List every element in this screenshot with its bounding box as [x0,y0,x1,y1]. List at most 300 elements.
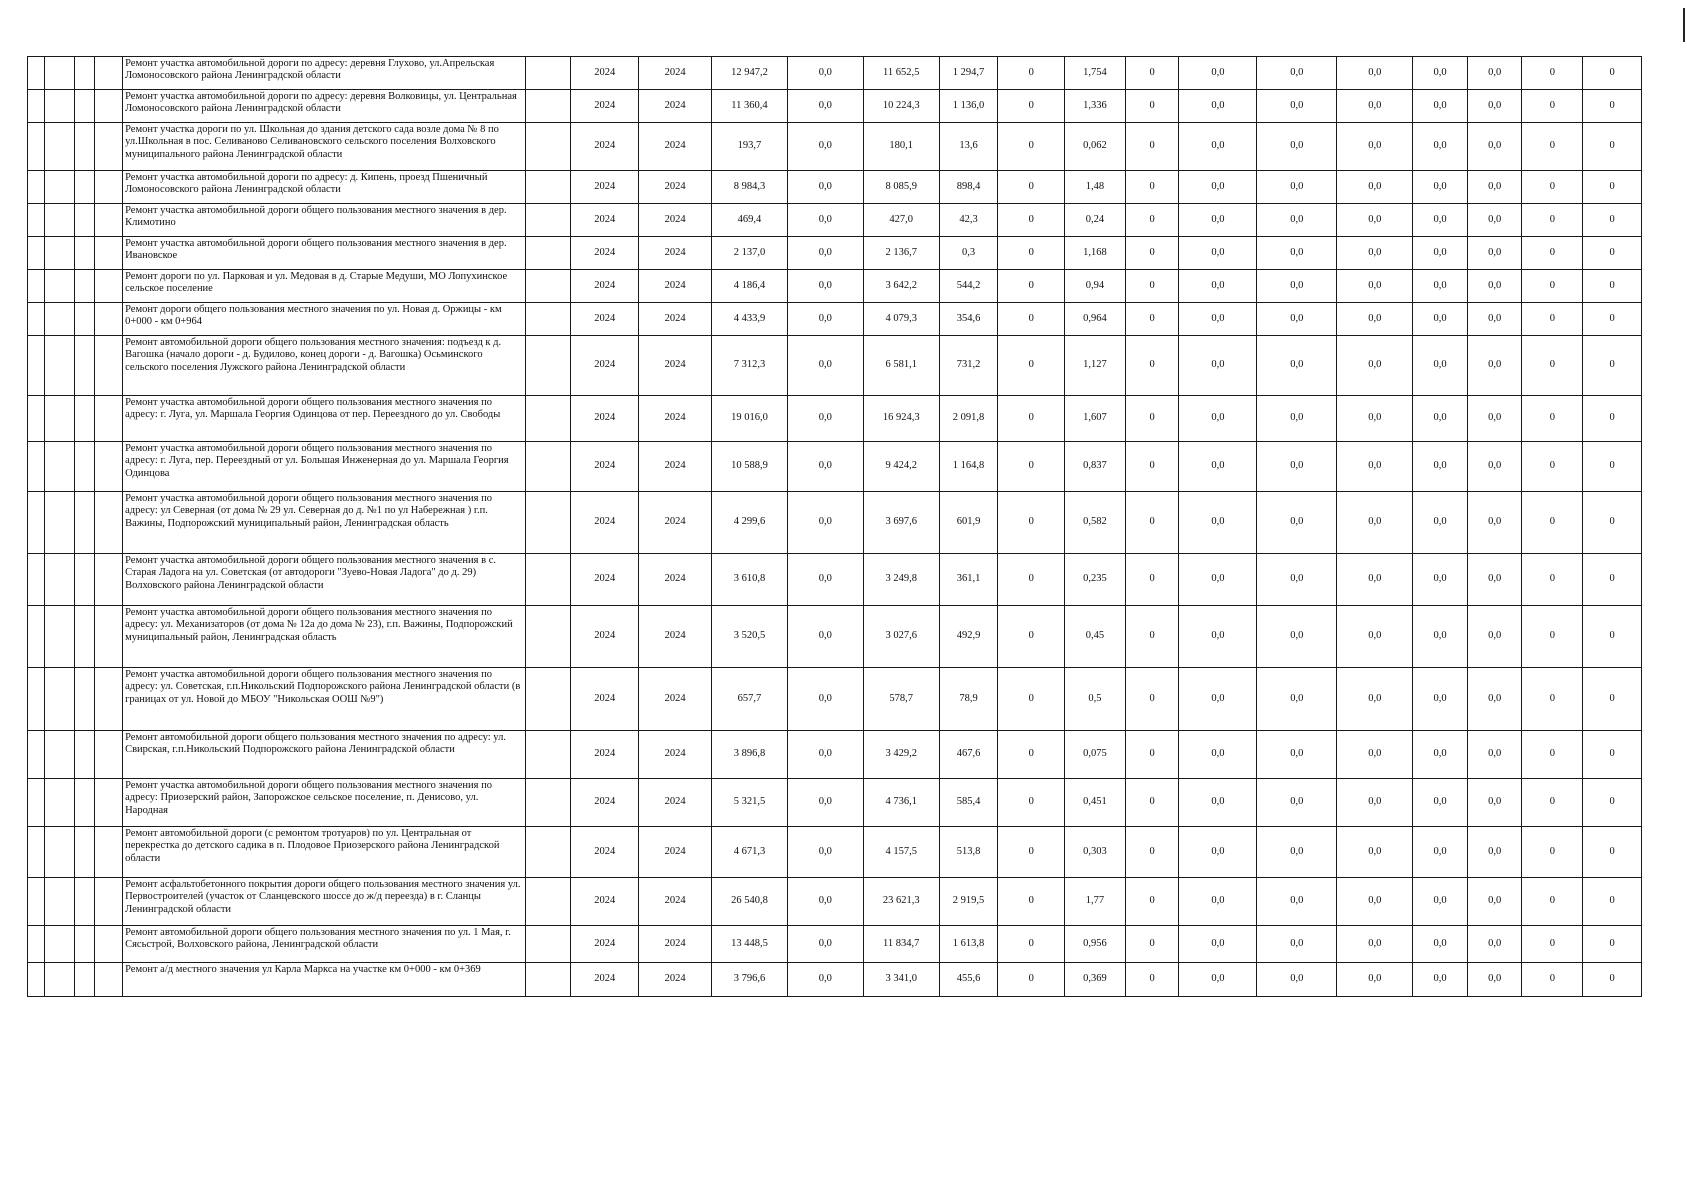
empty-cell [94,303,122,336]
value-cell-g: 0,0 [1257,827,1337,878]
value-cell-b: 180,1 [863,123,939,171]
value-cell-g: 0,0 [1257,336,1337,396]
value-cell-km: 0,369 [1065,963,1126,997]
empty-cell [94,606,122,668]
value-cell-e: 0 [1125,963,1179,997]
value-cell-e: 0 [1125,492,1179,554]
value-cell-d: 0 [998,442,1065,492]
empty-cell [525,668,571,731]
value-cell-b: 2 136,7 [863,237,939,270]
value-cell-a: 0,0 [787,554,863,606]
value-cell-h: 0,0 [1337,779,1413,827]
table-row [28,606,1642,668]
value-cell-g: 0,0 [1257,668,1337,731]
value-cell-y2: 2024 [639,204,712,237]
value-cell-i: 0,0 [1413,336,1468,396]
value-cell-f: 0,0 [1179,237,1257,270]
value-cell-h: 0,0 [1337,171,1413,204]
value-cell-y2: 2024 [639,878,712,926]
value-cell-h: 0,0 [1337,492,1413,554]
empty-cell [45,336,74,396]
value-cell-y2: 2024 [639,926,712,963]
value-cell-y1: 2024 [571,204,639,237]
empty-cell [28,204,45,237]
empty-cell [94,396,122,442]
value-cell-g: 0,0 [1257,171,1337,204]
value-cell-f: 0,0 [1179,396,1257,442]
object-name-cell: Ремонт автомобильной дороги (с ремонтом тротуаров) по ул. Центральная от перекрестка до детского садика в п. Плодовое Приозерского района Ленинградской области [123,827,526,878]
value-cell-f: 0,0 [1179,442,1257,492]
value-cell-d: 0 [998,668,1065,731]
empty-cell [45,270,74,303]
value-cell-i: 0,0 [1413,237,1468,270]
value-cell-f: 0,0 [1179,57,1257,90]
empty-cell [45,554,74,606]
empty-cell [94,237,122,270]
value-cell-a: 0,0 [787,57,863,90]
value-cell-l: 0 [1583,57,1642,90]
table-row [28,237,1642,270]
value-cell-d: 0 [998,779,1065,827]
value-cell-d: 0 [998,926,1065,963]
table-row [28,442,1642,492]
value-cell-j: 0,0 [1467,827,1522,878]
empty-cell [94,123,122,171]
value-cell-total: 10 588,9 [712,442,788,492]
table-row [28,492,1642,554]
value-cell-j: 0,0 [1467,492,1522,554]
value-cell-c: 42,3 [939,204,998,237]
value-cell-f: 0,0 [1179,554,1257,606]
empty-cell [74,396,94,442]
road-repair-table [27,56,1642,997]
value-cell-y1: 2024 [571,963,639,997]
empty-cell [28,963,45,997]
empty-cell [28,492,45,554]
value-cell-y2: 2024 [639,237,712,270]
value-cell-h: 0,0 [1337,237,1413,270]
empty-cell [74,926,94,963]
value-cell-k: 0 [1522,442,1583,492]
empty-cell [525,442,571,492]
value-cell-g: 0,0 [1257,303,1337,336]
empty-cell [525,827,571,878]
value-cell-b: 11 834,7 [863,926,939,963]
object-name-cell: Ремонт участка дороги по ул. Школьная до здания детского сада возле дома № 8 по ул.Школьная в пос. Селиваново Селивановского сельского поселения Волховского муниципального района Ленинградской области [123,123,526,171]
value-cell-a: 0,0 [787,442,863,492]
value-cell-c: 2 919,5 [939,878,998,926]
value-cell-h: 0,0 [1337,396,1413,442]
value-cell-y1: 2024 [571,554,639,606]
empty-cell [74,442,94,492]
value-cell-i: 0,0 [1413,57,1468,90]
value-cell-a: 0,0 [787,827,863,878]
value-cell-e: 0 [1125,554,1179,606]
object-name-cell: Ремонт участка автомобильной дороги общего пользования местного значения по адресу: г. Луга, пер. Переездный от ул. Большая Инженерная до ул. Маршала Георгия Одинцова [123,442,526,492]
empty-cell [525,926,571,963]
value-cell-a: 0,0 [787,963,863,997]
value-cell-j: 0,0 [1467,57,1522,90]
object-name-cell: Ремонт участка автомобильной дороги общего пользования местного значения по адресу: ул. Советская, г.п.Никольский Подпорожского района Ленинградской области (в границах от ул. Новой до МБОУ "Никольская ООШ №9") [123,668,526,731]
value-cell-l: 0 [1583,90,1642,123]
empty-cell [28,90,45,123]
empty-cell [28,123,45,171]
value-cell-e: 0 [1125,926,1179,963]
empty-cell [94,827,122,878]
value-cell-km: 1,754 [1065,57,1126,90]
value-cell-g: 0,0 [1257,878,1337,926]
value-cell-j: 0,0 [1467,336,1522,396]
value-cell-g: 0,0 [1257,237,1337,270]
value-cell-a: 0,0 [787,123,863,171]
value-cell-b: 16 924,3 [863,396,939,442]
empty-cell [525,963,571,997]
empty-cell [74,204,94,237]
value-cell-y2: 2024 [639,57,712,90]
value-cell-y2: 2024 [639,442,712,492]
value-cell-a: 0,0 [787,731,863,779]
empty-cell [74,123,94,171]
value-cell-k: 0 [1522,237,1583,270]
value-cell-total: 3 896,8 [712,731,788,779]
value-cell-total: 11 360,4 [712,90,788,123]
empty-cell [74,57,94,90]
value-cell-a: 0,0 [787,171,863,204]
empty-cell [94,668,122,731]
empty-cell [74,90,94,123]
value-cell-a: 0,0 [787,396,863,442]
value-cell-e: 0 [1125,779,1179,827]
empty-cell [525,90,571,123]
empty-cell [94,171,122,204]
value-cell-b: 4 157,5 [863,827,939,878]
value-cell-km: 0,303 [1065,827,1126,878]
empty-cell [525,492,571,554]
value-cell-y2: 2024 [639,492,712,554]
value-cell-k: 0 [1522,492,1583,554]
value-cell-f: 0,0 [1179,926,1257,963]
table-row [28,270,1642,303]
empty-cell [74,336,94,396]
value-cell-e: 0 [1125,878,1179,926]
value-cell-y1: 2024 [571,926,639,963]
value-cell-j: 0,0 [1467,878,1522,926]
value-cell-e: 0 [1125,731,1179,779]
empty-cell [525,57,571,90]
value-cell-y2: 2024 [639,171,712,204]
value-cell-km: 1,607 [1065,396,1126,442]
empty-cell [94,779,122,827]
object-name-cell: Ремонт участка автомобильной дороги общего пользования местного значения в дер. Ивановское [123,237,526,270]
empty-cell [94,270,122,303]
empty-cell [74,237,94,270]
empty-cell [45,963,74,997]
value-cell-e: 0 [1125,204,1179,237]
value-cell-d: 0 [998,123,1065,171]
value-cell-km: 0,062 [1065,123,1126,171]
value-cell-b: 3 697,6 [863,492,939,554]
value-cell-y2: 2024 [639,396,712,442]
value-cell-total: 657,7 [712,668,788,731]
value-cell-y1: 2024 [571,606,639,668]
value-cell-l: 0 [1583,963,1642,997]
value-cell-d: 0 [998,57,1065,90]
empty-cell [74,270,94,303]
value-cell-total: 12 947,2 [712,57,788,90]
value-cell-l: 0 [1583,171,1642,204]
empty-cell [45,926,74,963]
object-name-cell: Ремонт участка автомобильной дороги по адресу: д. Кипень, проезд Пшеничный Ломоносовского района Ленинградской области [123,171,526,204]
value-cell-km: 0,837 [1065,442,1126,492]
value-cell-d: 0 [998,303,1065,336]
empty-cell [45,606,74,668]
value-cell-h: 0,0 [1337,668,1413,731]
value-cell-i: 0,0 [1413,204,1468,237]
value-cell-km: 0,5 [1065,668,1126,731]
value-cell-d: 0 [998,878,1065,926]
value-cell-k: 0 [1522,779,1583,827]
value-cell-k: 0 [1522,57,1583,90]
value-cell-h: 0,0 [1337,442,1413,492]
value-cell-a: 0,0 [787,204,863,237]
value-cell-l: 0 [1583,779,1642,827]
value-cell-l: 0 [1583,554,1642,606]
value-cell-f: 0,0 [1179,963,1257,997]
value-cell-f: 0,0 [1179,303,1257,336]
empty-cell [28,171,45,204]
value-cell-j: 0,0 [1467,668,1522,731]
value-cell-f: 0,0 [1179,606,1257,668]
empty-cell [525,336,571,396]
value-cell-k: 0 [1522,336,1583,396]
value-cell-km: 0,451 [1065,779,1126,827]
empty-cell [525,237,571,270]
value-cell-i: 0,0 [1413,492,1468,554]
value-cell-d: 0 [998,90,1065,123]
empty-cell [45,492,74,554]
value-cell-y1: 2024 [571,270,639,303]
value-cell-i: 0,0 [1413,396,1468,442]
value-cell-j: 0,0 [1467,396,1522,442]
object-name-cell: Ремонт участка автомобильной дороги по адресу: деревня Глухово, ул.Апрельская Ломоносовского района Ленинградской области [123,57,526,90]
value-cell-i: 0,0 [1413,171,1468,204]
table-row [28,827,1642,878]
value-cell-f: 0,0 [1179,204,1257,237]
empty-cell [28,779,45,827]
value-cell-e: 0 [1125,270,1179,303]
empty-cell [525,123,571,171]
value-cell-a: 0,0 [787,270,863,303]
value-cell-b: 578,7 [863,668,939,731]
value-cell-d: 0 [998,396,1065,442]
empty-cell [525,204,571,237]
value-cell-k: 0 [1522,303,1583,336]
value-cell-c: 1 613,8 [939,926,998,963]
empty-cell [45,779,74,827]
object-name-cell: Ремонт участка автомобильной дороги общего пользования местного значения в с. Старая Ладога на ул. Советская (от автодороги "Зуево-Новая Ладога" до д. 29) Волховского района Ленинградской области [123,554,526,606]
value-cell-h: 0,0 [1337,963,1413,997]
empty-cell [74,779,94,827]
table-row [28,779,1642,827]
value-cell-km: 1,48 [1065,171,1126,204]
empty-cell [525,878,571,926]
value-cell-km: 1,168 [1065,237,1126,270]
value-cell-g: 0,0 [1257,963,1337,997]
value-cell-y1: 2024 [571,731,639,779]
value-cell-a: 0,0 [787,878,863,926]
table-row [28,123,1642,171]
empty-cell [74,827,94,878]
value-cell-b: 8 085,9 [863,171,939,204]
value-cell-km: 1,127 [1065,336,1126,396]
value-cell-total: 2 137,0 [712,237,788,270]
empty-cell [94,878,122,926]
empty-cell [45,90,74,123]
value-cell-y1: 2024 [571,171,639,204]
empty-cell [94,492,122,554]
value-cell-g: 0,0 [1257,204,1337,237]
empty-cell [28,731,45,779]
value-cell-b: 3 027,6 [863,606,939,668]
value-cell-b: 10 224,3 [863,90,939,123]
value-cell-total: 193,7 [712,123,788,171]
value-cell-k: 0 [1522,606,1583,668]
value-cell-l: 0 [1583,492,1642,554]
value-cell-e: 0 [1125,442,1179,492]
value-cell-g: 0,0 [1257,779,1337,827]
empty-cell [45,442,74,492]
value-cell-y1: 2024 [571,303,639,336]
empty-cell [525,396,571,442]
value-cell-i: 0,0 [1413,926,1468,963]
value-cell-f: 0,0 [1179,779,1257,827]
value-cell-j: 0,0 [1467,90,1522,123]
value-cell-km: 1,77 [1065,878,1126,926]
value-cell-i: 0,0 [1413,270,1468,303]
value-cell-a: 0,0 [787,779,863,827]
empty-cell [45,668,74,731]
empty-cell [74,492,94,554]
value-cell-j: 0,0 [1467,779,1522,827]
empty-cell [28,878,45,926]
value-cell-k: 0 [1522,963,1583,997]
empty-cell [525,554,571,606]
value-cell-a: 0,0 [787,668,863,731]
value-cell-c: 1 136,0 [939,90,998,123]
value-cell-k: 0 [1522,90,1583,123]
value-cell-y2: 2024 [639,668,712,731]
table-row [28,963,1642,997]
value-cell-f: 0,0 [1179,492,1257,554]
value-cell-l: 0 [1583,878,1642,926]
value-cell-c: 467,6 [939,731,998,779]
value-cell-b: 11 652,5 [863,57,939,90]
value-cell-total: 8 984,3 [712,171,788,204]
value-cell-c: 544,2 [939,270,998,303]
table-row [28,396,1642,442]
value-cell-e: 0 [1125,336,1179,396]
empty-cell [525,731,571,779]
value-cell-i: 0,0 [1413,123,1468,171]
value-cell-d: 0 [998,606,1065,668]
table-row [28,57,1642,90]
value-cell-a: 0,0 [787,237,863,270]
value-cell-b: 4 736,1 [863,779,939,827]
value-cell-y2: 2024 [639,123,712,171]
value-cell-j: 0,0 [1467,171,1522,204]
value-cell-y1: 2024 [571,668,639,731]
value-cell-f: 0,0 [1179,123,1257,171]
value-cell-l: 0 [1583,442,1642,492]
page-edge-mark [1683,8,1685,42]
value-cell-k: 0 [1522,878,1583,926]
value-cell-b: 3 341,0 [863,963,939,997]
value-cell-total: 3 520,5 [712,606,788,668]
empty-cell [45,123,74,171]
value-cell-y1: 2024 [571,237,639,270]
value-cell-y2: 2024 [639,827,712,878]
empty-cell [28,827,45,878]
value-cell-km: 0,94 [1065,270,1126,303]
object-name-cell: Ремонт дороги по ул. Парковая и ул. Медовая в д. Старые Медуши, МО Лопухинское сельское поселение [123,270,526,303]
object-name-cell: Ремонт участка автомобильной дороги общего пользования местного значения по адресу: ул. Механизаторов (от дома № 12а до дома № 23), г.п. Важины, Подпорожский муниципальный район, Ленинградская область [123,606,526,668]
value-cell-y1: 2024 [571,336,639,396]
value-cell-h: 0,0 [1337,926,1413,963]
value-cell-g: 0,0 [1257,396,1337,442]
value-cell-g: 0,0 [1257,442,1337,492]
object-name-cell: Ремонт участка автомобильной дороги общего пользования местного значения по адресу: ул Северная (от дома № 29 ул. Северная до д. №1 по ул Набережная ) г.п. Важины, Подпорожский муниципальный район, Ленинградская область [123,492,526,554]
empty-cell [28,396,45,442]
value-cell-h: 0,0 [1337,878,1413,926]
value-cell-e: 0 [1125,171,1179,204]
value-cell-f: 0,0 [1179,336,1257,396]
value-cell-c: 601,9 [939,492,998,554]
value-cell-total: 13 448,5 [712,926,788,963]
value-cell-h: 0,0 [1337,606,1413,668]
value-cell-e: 0 [1125,668,1179,731]
empty-cell [45,57,74,90]
empty-cell [28,57,45,90]
value-cell-k: 0 [1522,204,1583,237]
value-cell-c: 898,4 [939,171,998,204]
value-cell-l: 0 [1583,731,1642,779]
table-body [28,57,1642,997]
value-cell-h: 0,0 [1337,123,1413,171]
value-cell-k: 0 [1522,396,1583,442]
value-cell-g: 0,0 [1257,57,1337,90]
value-cell-i: 0,0 [1413,303,1468,336]
value-cell-j: 0,0 [1467,270,1522,303]
table-row [28,336,1642,396]
empty-cell [94,963,122,997]
value-cell-y1: 2024 [571,492,639,554]
empty-cell [74,668,94,731]
value-cell-y2: 2024 [639,303,712,336]
value-cell-j: 0,0 [1467,606,1522,668]
value-cell-l: 0 [1583,396,1642,442]
value-cell-k: 0 [1522,827,1583,878]
value-cell-y2: 2024 [639,731,712,779]
value-cell-a: 0,0 [787,926,863,963]
value-cell-e: 0 [1125,606,1179,668]
object-name-cell: Ремонт асфальтобетонного покрытия дороги общего пользования местного значения ул. Первостроителей (участок от Сланцевского шоссе до ж/д переезда) в г. Сланцы Ленинградской области [123,878,526,926]
value-cell-i: 0,0 [1413,442,1468,492]
value-cell-d: 0 [998,492,1065,554]
value-cell-total: 4 671,3 [712,827,788,878]
value-cell-c: 455,6 [939,963,998,997]
value-cell-f: 0,0 [1179,668,1257,731]
value-cell-i: 0,0 [1413,827,1468,878]
